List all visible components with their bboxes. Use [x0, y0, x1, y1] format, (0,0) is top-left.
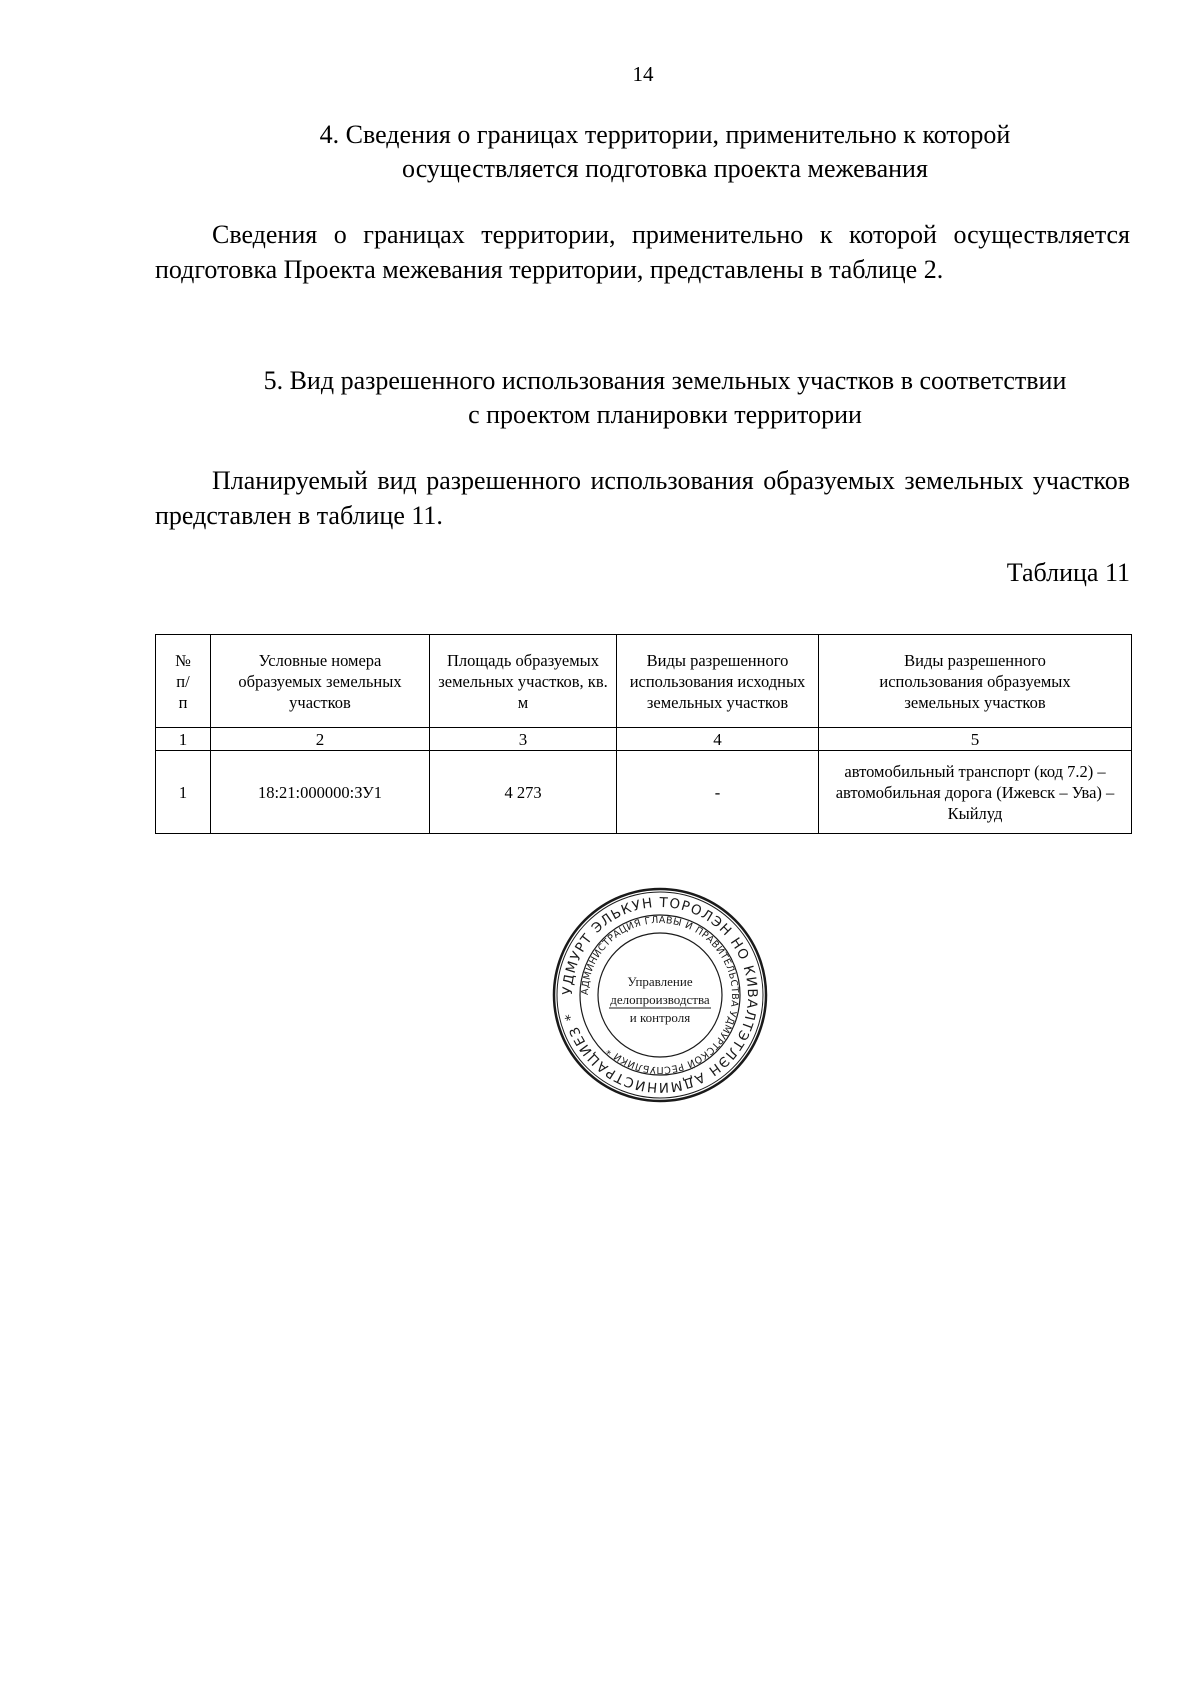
cell-parcel-id: 18:21:000000:ЗУ1 [211, 751, 430, 834]
section-5-heading [150, 364, 1180, 432]
table-header-row [156, 635, 1132, 728]
seal-inner-ring-text: АДМИНИСТРАЦИЯ ГЛАВЫ И ПРАВИТЕЛЬСТВА УДМУРТСКОЙ РЕСПУБЛИКИ * [579, 914, 741, 1076]
section-4-heading-line-1: 4. Сведения о границах территории, применительно к которой [319, 120, 1011, 149]
column-number: 2 [211, 728, 430, 751]
seal-center-line-1: Управление [627, 974, 693, 989]
section-4-heading-line-2: осуществляется подготовка проекта межевания [402, 154, 928, 183]
cell-source-use: - [617, 751, 819, 834]
cell-area: 4 273 [430, 751, 617, 834]
section-5-heading-line-1: 5. Вид разрешенного использования земельных участков в соответствии [263, 366, 1067, 395]
table-caption: Таблица 11 [1006, 558, 1130, 587]
header-number: № п/п [156, 635, 211, 728]
official-seal [551, 886, 769, 1104]
page-number: 14 [632, 62, 654, 86]
column-number: 1 [156, 728, 211, 751]
cell-planned-use: автомобильный транспорт (код 7.2) – автомобильная дорога (Ижевск – Ува) – Кыйлуд [819, 751, 1132, 834]
column-number: 3 [430, 728, 617, 751]
column-number: 4 [617, 728, 819, 751]
table-row [156, 751, 1132, 834]
header-parcel-id: Условные номера образуемых земельных участков [211, 635, 430, 728]
header-source-use: Виды разрешенного использования исходных земельных участков [617, 635, 819, 728]
section-5-text: Планируемый вид разрешенного использования образуемых земельных участков представлен в таблице 11. [155, 466, 1130, 530]
header-planned-use: Виды разрешенного использования образуемых земельных участков [819, 635, 1132, 728]
seal-center-line-2: делопроизводства [610, 992, 710, 1007]
section-4-heading [200, 118, 1130, 186]
section-4-text: Сведения о границах территории, применительно к которой осуществляется подготовка Проекта межевания территории, представлены в таблице 2. [155, 220, 1130, 284]
seal-outer-ring-text: УДМУРТ ЭЛЬКУН ТОРОЛЭН НО КИВАЛТЭТЛЭН АДМИНИСТРАЦИЕЗ * [559, 894, 761, 1096]
column-number: 5 [819, 728, 1132, 751]
section-5-heading-line-2: с проектом планировки территории [468, 400, 862, 429]
cell-number: 1 [156, 751, 211, 834]
header-area: Площадь образуемых земельных участков, кв. м [430, 635, 617, 728]
land-use-table [155, 634, 1132, 834]
table-column-numbers-row [156, 728, 1132, 751]
seal-center-line-3: и контроля [629, 1010, 691, 1025]
